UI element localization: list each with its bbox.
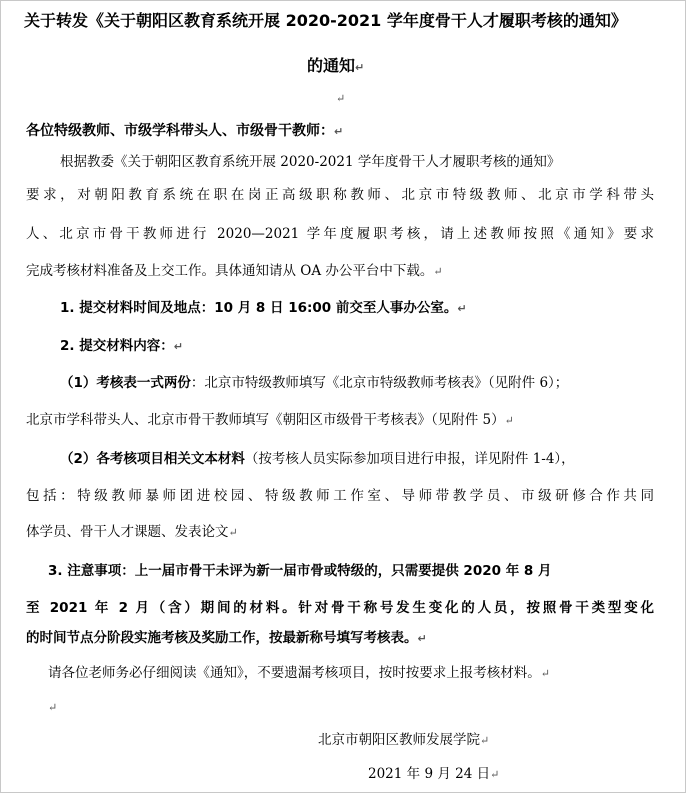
- paragraph-mark: ↵: [540, 667, 550, 680]
- sub-item-2-line3: 体学员、骨干人才课题、发表论文↵: [26, 524, 238, 540]
- intro-line: 要求，对朝阳教育系统在职在岗正高级职称教师、北京市特级教师、北京市学科带头: [26, 187, 654, 203]
- item-3-line: 的时间节点分阶段实施考核及奖励工作，按最新称号填写考核表。↵: [26, 630, 427, 646]
- paragraph-mark: ↵: [355, 61, 365, 74]
- sub-item-1-line2: 北京市学科带头人、北京市骨干教师填写《朝阳区市级骨干考核表》（见附件 5）↵: [26, 412, 514, 428]
- intro-line: 完成考核材料准备及上交工作。具体通知请从 OA 办公平台中下载。↵: [26, 263, 443, 279]
- salutation: 各位特级教师、市级学科带头人、市级骨干教师：↵: [26, 123, 344, 139]
- sub-item-2-line2: 包括：特级教师暴师团进校园、特级教师工作室、导师带教学员、市级研修合作共同: [26, 488, 654, 504]
- item-3-line: 至 2021 年 2 月（含）期间的材料。针对骨干称号发生变化的人员，按照骨干类型变化: [26, 600, 654, 616]
- item-3-line: 3. 注意事项：上一届市骨干未评为新一届市骨或特级的，只需要提供 2020 年 8 月: [48, 563, 552, 579]
- intro-line: 根据教委《关于朝阳区教育系统开展 2020-2021 学年度骨干人才履职考核的通知》: [60, 154, 561, 170]
- paragraph-mark: ↵: [334, 125, 344, 138]
- paragraph-mark: ↵: [228, 526, 238, 539]
- sub-item-1: （1）考核表一式两份：北京市特级教师填写《北京市特级教师考核表》（见附件 6）；: [60, 375, 569, 391]
- intro-line: 人、北京市骨干教师进行 2020—2021 学年度履职考核，请上述教师按照《通知》要求: [26, 226, 654, 242]
- item-1: 1. 提交材料时间及地点：10 月 8 日 16:00 前交至人事办公室。↵: [60, 300, 467, 316]
- paragraph-mark: ↵: [417, 632, 427, 645]
- paragraph-mark: ↵: [48, 701, 58, 714]
- paragraph-mark: ↵: [480, 734, 490, 747]
- paragraph-mark: ↵: [433, 265, 443, 278]
- date: 2021 年 9 月 24 日↵: [368, 766, 500, 782]
- paragraph-mark: ↵: [490, 768, 500, 781]
- item-2: 2. 提交材料内容：↵: [60, 338, 183, 354]
- paragraph-mark: ↵: [336, 92, 346, 105]
- paragraph-mark: ↵: [504, 414, 514, 427]
- paragraph-mark: ↵: [457, 302, 467, 315]
- closing-note: 请各位老师务必仔细阅读《通知》，不要遗漏考核项目，按时按要求上报考核材料。↵: [48, 665, 550, 681]
- document-title-line2: 的通知↵: [307, 56, 365, 75]
- sub-item-2: （2）各考核项目相关文本材料（按考核人员实际参加项目进行申报，详见附件 1-4），: [60, 451, 575, 467]
- signature: 北京市朝阳区教师发展学院↵: [318, 732, 490, 748]
- empty-paragraph: [336, 88, 345, 109]
- paragraph-mark: ↵: [173, 340, 183, 353]
- document-title-line1: 关于转发《关于朝阳区教育系统开展 2020-2021 学年度骨干人才履职考核的通知》: [24, 11, 627, 30]
- empty-paragraph: [48, 697, 57, 718]
